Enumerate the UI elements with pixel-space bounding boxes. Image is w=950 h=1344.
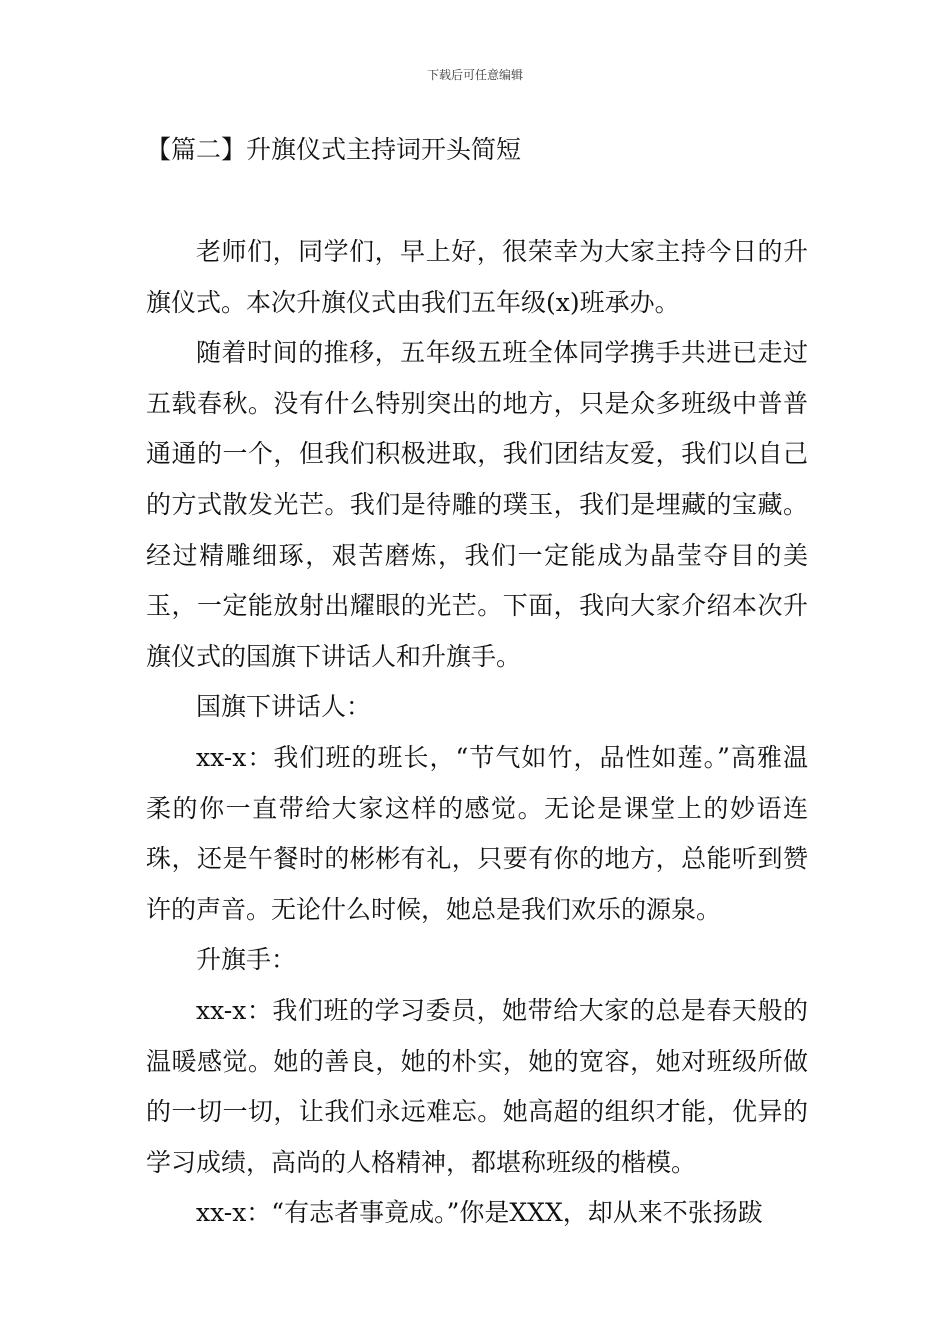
document-body <box>146 227 808 1239</box>
paragraph-greeting: 老师们，同学们，早上好，很荣幸为大家主持今日的升旗仪式。本次升旗仪式由我们五年级(x)班承办。 <box>146 237 808 317</box>
page-header-note: 下载后可任意编辑 <box>426 68 523 82</box>
paragraph-speaker-heading: 国旗下讲话人： <box>196 692 372 722</box>
paragraph-flag-raiser-intro: xx-x：我们班的学习委员，她带给大家的总是春天般的温暖感觉。她的善良，她的朴实，她的宽容，她对班级所做的一切一切，让我们永远难忘。她高超的组织才能，优异的学习成绩，高尚的人格精神，都堪称班级的楷模。 <box>146 995 808 1177</box>
paragraph-second-flag-raiser: xx-x：“有志者事竟成。”你是XXX，却从来不张扬跋 <box>196 1198 763 1228</box>
document-title: 【篇二】升旗仪式主持词开头简短 <box>146 135 522 164</box>
paragraph-speaker-intro: xx-x：我们班的班长，“节气如竹，品性如莲。”高雅温柔的你一直带给大家这样的感觉。无论是课堂上的妙语连珠，还是午餐时的彬彬有礼，只要有你的地方，总能听到赞许的声音。无论什么时候，她总是我们欢乐的源泉。 <box>146 742 808 924</box>
paragraph-class-intro: 随着时间的推移，五年级五班全体同学携手共进已走过五载春秋。没有什么特别突出的地方，只是众多班级中普普通通的一个，但我们积极进取，我们团结友爱，我们以自己的方式散发光芒。我们是待雕的璞玉，我们是埋藏的宝藏。经过精雕细琢，艰苦磨炼，我们一定能成为晶莹夺目的美玉，一定能放射出耀眼的光芒。下面，我向大家介绍本次升旗仪式的国旗下讲话人和升旗手。 <box>146 338 808 671</box>
paragraph-flag-raiser-heading: 升旗手： <box>196 945 297 975</box>
